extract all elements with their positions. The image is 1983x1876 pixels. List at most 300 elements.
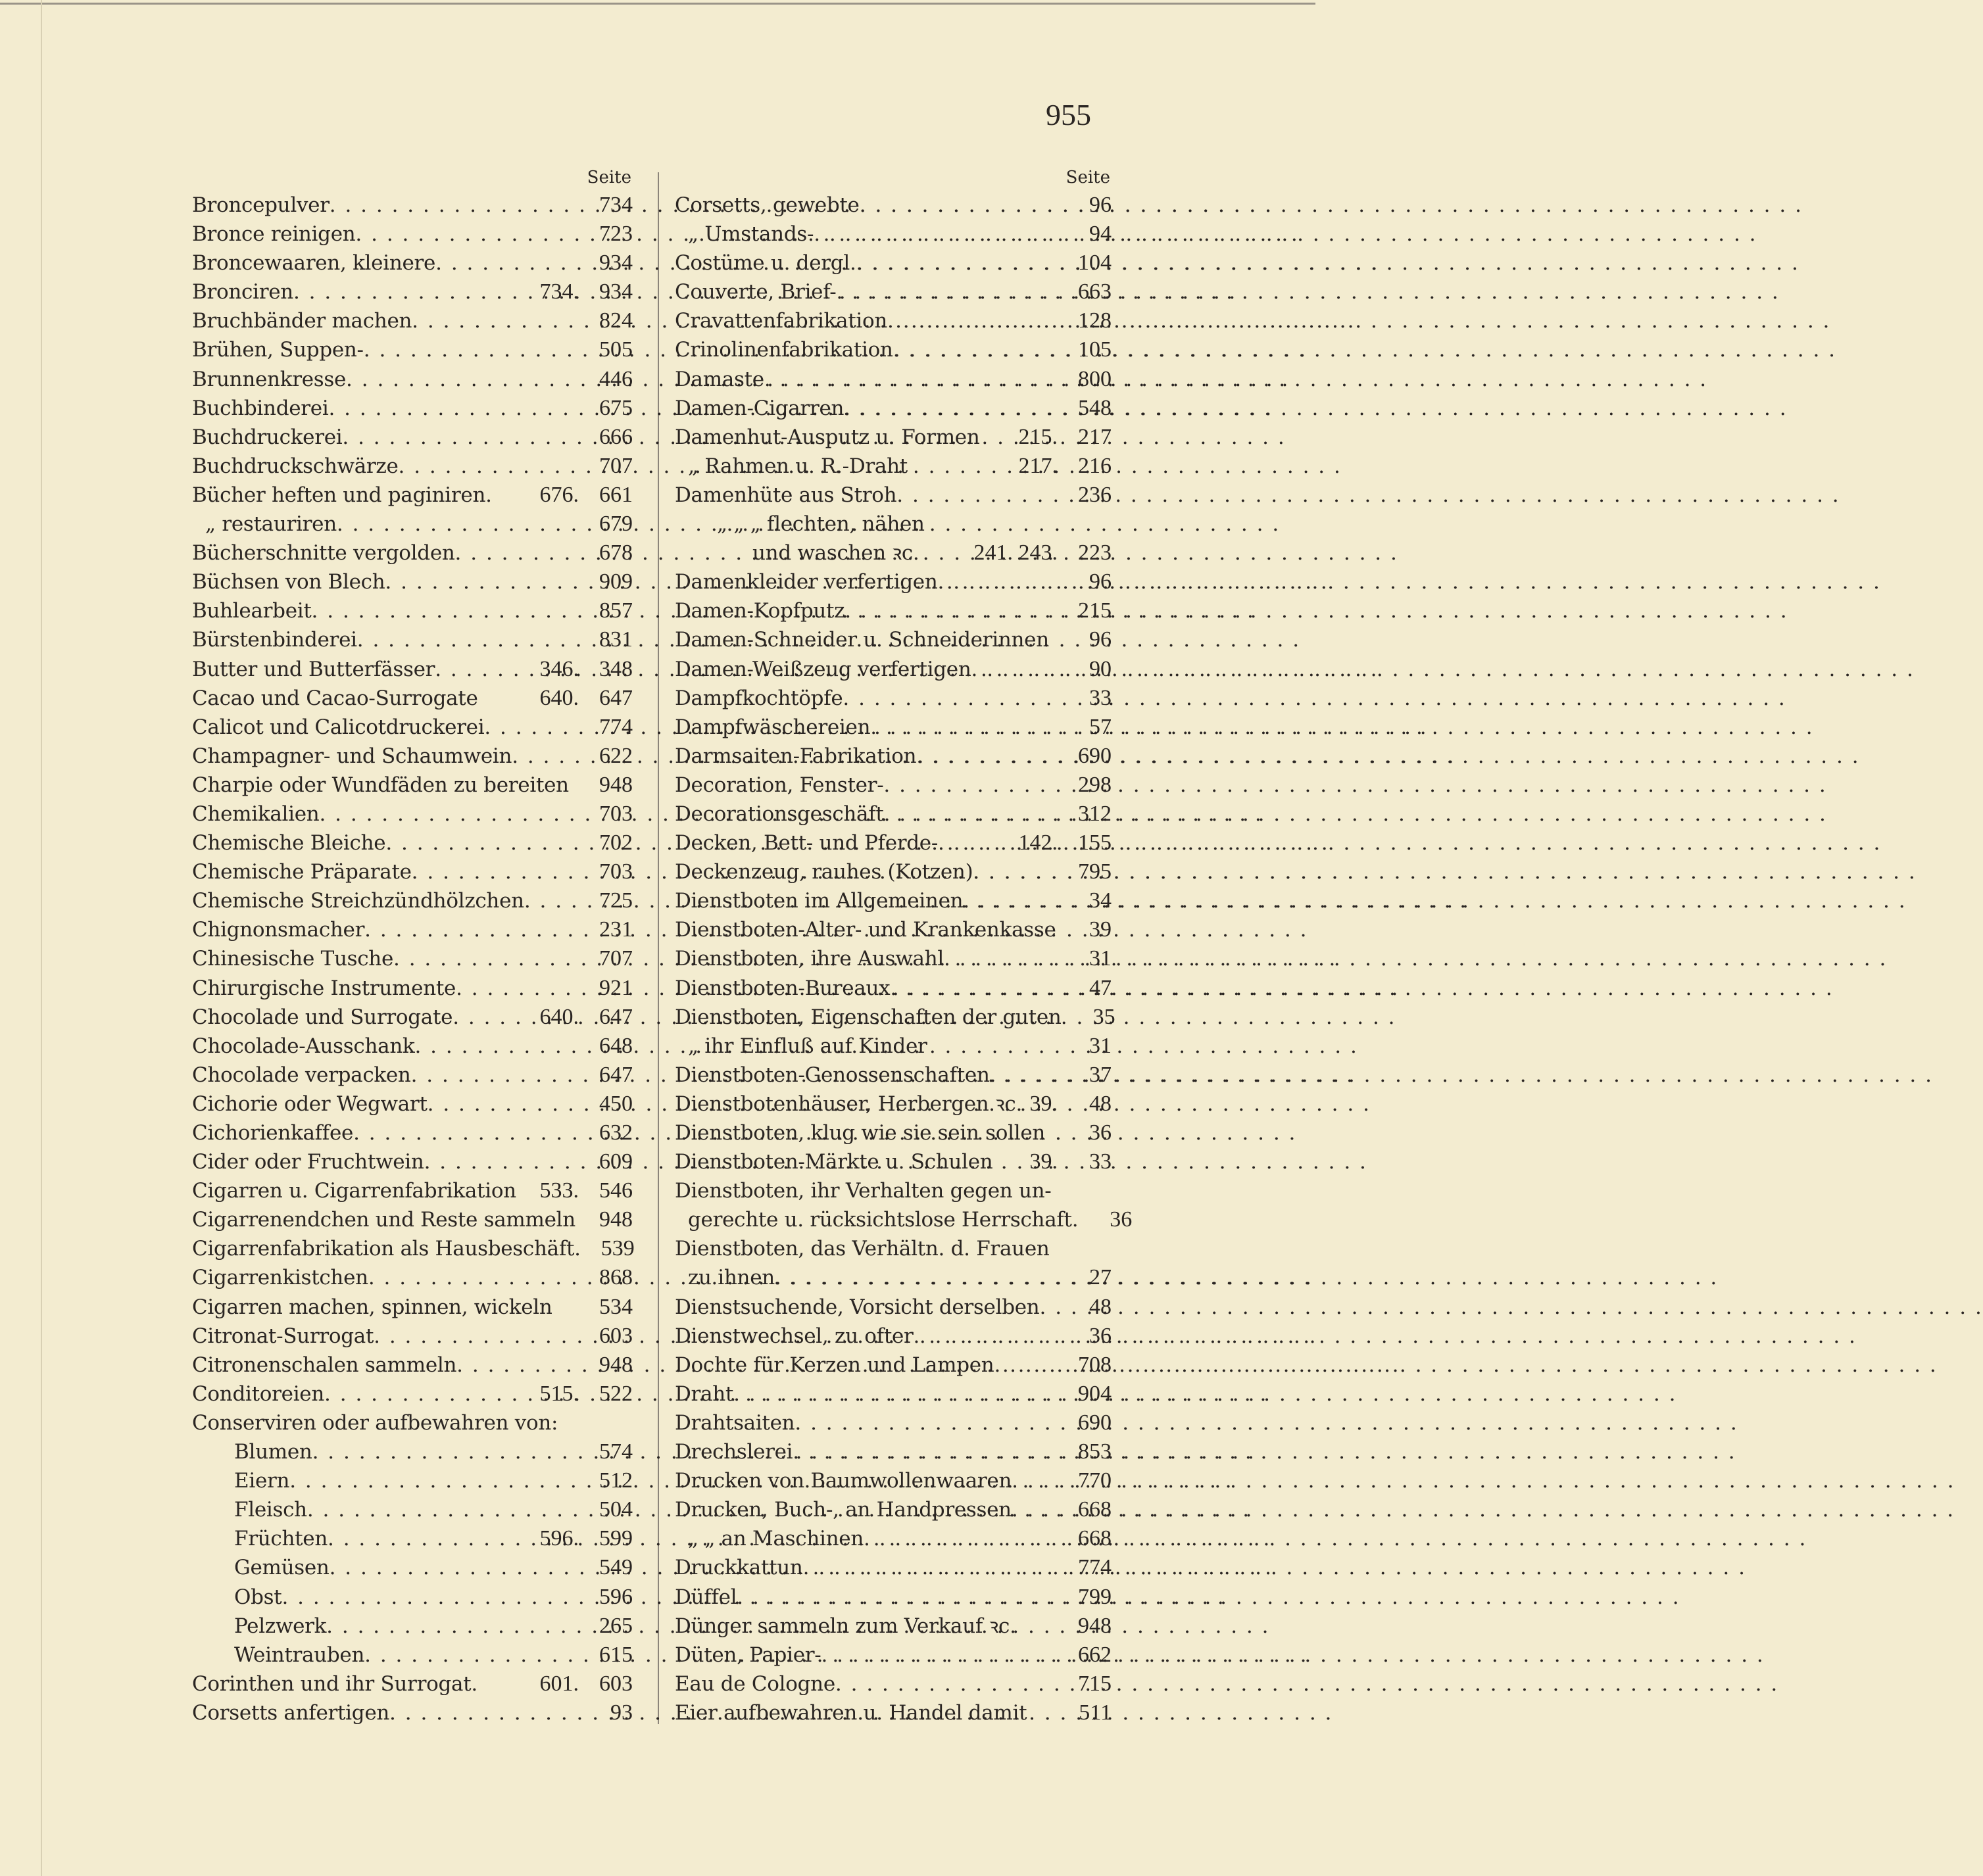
entry-label: Corsetts, gewebte — [675, 193, 860, 217]
entry-page-number: 33 — [1089, 685, 1112, 710]
entry-label: Cigarrenendchen und Reste sammeln — [192, 1208, 575, 1232]
index-entry — [675, 1351, 1112, 1380]
leader-dots — [319, 800, 579, 829]
entry-page-number: 93 — [610, 1700, 633, 1725]
entry-label: Cigarrenkistchen — [192, 1266, 368, 1290]
entry-label: Couverte, Brief- — [675, 280, 837, 304]
leader-dots — [389, 1698, 579, 1727]
index-entry — [675, 567, 1112, 596]
index-entry — [192, 423, 633, 452]
entry-label: Buchdruckerei — [192, 425, 343, 449]
entry-page-number: 725 — [599, 888, 633, 913]
entry-page-number: 774 — [599, 714, 633, 739]
leader-dots — [887, 306, 1058, 335]
index-entry — [675, 423, 1112, 452]
index-entry — [675, 1322, 1112, 1351]
leader-dots — [814, 220, 1058, 249]
entry-page-number: 47 — [1089, 975, 1112, 1000]
leader-dots — [412, 857, 579, 886]
entry-label: Weintrauben — [234, 1643, 365, 1667]
entry-label: Eau de Cologne — [675, 1672, 835, 1696]
entry-page-number: 90 — [1089, 656, 1112, 681]
entry-page-number: 155 — [1078, 830, 1112, 855]
leader-dots — [963, 886, 1058, 915]
entry-page-number: 715 — [1078, 1671, 1112, 1696]
index-entry — [675, 886, 1112, 915]
entry-page-number: 36 — [1089, 1120, 1112, 1145]
entry-label: Dienstboten, ihr Verhalten gegen un- — [675, 1179, 1052, 1203]
leader-dots — [282, 1583, 579, 1612]
leader-dots — [337, 510, 579, 539]
entry-page-number: 679 — [599, 512, 633, 537]
index-entry — [192, 220, 633, 249]
entry-label: Bronciren — [192, 280, 293, 304]
index-entry — [675, 1147, 1112, 1176]
entry-label: Cacao und Cacao-Surrogate — [192, 686, 478, 710]
entry-page-number: 39 — [1089, 917, 1112, 942]
entry-label: Corinthen und ihr Surrogat. — [192, 1672, 477, 1696]
entry-label: „ restauriren — [205, 512, 337, 537]
index-entry — [192, 365, 633, 394]
index-entry — [192, 596, 633, 625]
index-entry — [192, 1380, 633, 1408]
index-entry — [675, 1612, 1112, 1641]
index-entry — [675, 684, 1112, 713]
leader-dots — [764, 365, 1058, 394]
entry-page-number: 615 — [599, 1642, 633, 1667]
entry-page-number: 904 — [1078, 1381, 1112, 1406]
entry-page-number: 934 — [599, 279, 633, 304]
index-entry — [675, 1234, 1112, 1263]
leader-dots — [428, 1090, 579, 1118]
index-entry — [192, 306, 633, 335]
entry-page-number: 96 — [1089, 193, 1112, 217]
index-entry — [675, 249, 1112, 277]
entry-page-number: 505 — [599, 337, 633, 362]
index-entry — [675, 394, 1112, 423]
index-entry — [675, 1061, 1112, 1090]
entry-page-number: 690 — [1078, 743, 1112, 768]
index-entry — [675, 625, 1112, 654]
entry-label: Decoration, Fenster- — [675, 773, 884, 797]
leader-dots — [733, 1380, 1058, 1408]
index-entry — [675, 1495, 1112, 1524]
entry-label: Charpie oder Wundfäden zu bereiten — [192, 773, 569, 797]
leader-dots — [453, 1003, 535, 1032]
entry-label: Dienstboten-Bureaux — [675, 976, 891, 1000]
entry-label: Dienstboten, ihre Auswahl — [675, 947, 944, 971]
entry-label: Decorationsgeschäft — [675, 802, 884, 826]
index-entry — [192, 1351, 633, 1380]
entry-label: zu ihnen — [688, 1266, 775, 1290]
entry-page-number: 35 — [1092, 1004, 1115, 1029]
entry-label: Crinolinenfabrikation — [675, 338, 893, 362]
entry-label: Dampfkochtöpfe — [675, 686, 843, 710]
leader-dots — [793, 1437, 1058, 1466]
leader-dots — [424, 1147, 579, 1176]
entry-label: Eier aufbewahren u. Handel damit — [675, 1700, 1027, 1725]
entry-label: Costüme u. dergl. — [675, 251, 856, 276]
entry-label: Brunnenkresse — [192, 367, 347, 391]
entry-page-number: 647 — [599, 685, 633, 710]
entry-page-number: 675 — [599, 395, 633, 420]
leader-dots — [456, 974, 579, 1003]
entry-page-number: 27 — [1089, 1265, 1112, 1290]
leader-dots — [864, 1524, 1058, 1553]
page-number: 955 — [1046, 98, 1091, 132]
index-entry — [675, 1670, 1112, 1698]
index-entry — [675, 1118, 1112, 1147]
index-entry — [675, 1641, 1112, 1670]
index-entry — [675, 857, 1112, 886]
leader-dots — [399, 452, 579, 481]
entry-page-number: 534 — [599, 1294, 633, 1319]
entry-page-number: 707 — [599, 946, 633, 971]
entry-page-number: 512 — [599, 1468, 633, 1493]
page-binding-edge — [41, 0, 42, 1876]
index-entry — [675, 1205, 1133, 1234]
entry-page-number: 33 — [1089, 1149, 1112, 1174]
leader-dots — [357, 625, 579, 654]
entry-page-number: 666 — [599, 424, 633, 449]
leader-dots — [324, 1380, 535, 1408]
leader-dots — [890, 974, 1058, 1003]
entry-label: Cigarren machen, spinnen, wickeln — [192, 1295, 552, 1319]
entry-page-number: 647 — [599, 1004, 633, 1029]
entry-label: Damen-Weißzeug verfertigen — [675, 657, 971, 681]
entry-page-number: 96 — [1089, 627, 1112, 652]
entry-page-number: 105 — [1078, 337, 1112, 362]
entry-label: Chirurgische Instrumente — [192, 976, 456, 1000]
index-entry — [675, 742, 1112, 771]
entry-label: Düffel — [675, 1585, 737, 1609]
index-column-right — [675, 164, 1133, 1727]
entry-secondary-page: 734. — [539, 279, 579, 304]
index-entry — [192, 829, 633, 857]
index-entry — [192, 277, 633, 306]
entry-page-number: 774 — [1078, 1555, 1112, 1580]
index-entry — [192, 1147, 633, 1176]
leader-dots — [845, 596, 1058, 625]
entry-page-number: 609 — [599, 1149, 633, 1174]
index-entry — [675, 1408, 1112, 1437]
leader-dots — [944, 944, 1058, 973]
index-entry — [675, 829, 1112, 857]
entry-label: Obst — [234, 1585, 282, 1609]
leader-dots — [393, 944, 579, 973]
entry-label: Fleisch — [234, 1498, 307, 1522]
index-entry — [675, 1032, 1112, 1061]
index-entry — [192, 1322, 633, 1351]
entry-page-number: 647 — [599, 1062, 633, 1087]
entry-label: Chemische Bleiche — [192, 831, 386, 855]
entry-page-number: 265 — [599, 1613, 633, 1638]
entry-label: Chocolade und Surrogate — [192, 1005, 453, 1029]
entry-label: Buchdruckschwärze — [192, 454, 399, 478]
index-entry — [192, 567, 633, 596]
entry-label: Chemische Streichzündhölzchen — [192, 889, 524, 913]
page-top-edge — [0, 3, 1315, 5]
index-entry — [192, 539, 633, 567]
entry-label: Damenhut-Ausputz u. Formen — [675, 425, 980, 449]
entry-label: Cigarrenfabrikation als Hausbeschäft. — [192, 1237, 581, 1261]
entry-page-number: 236 — [1078, 482, 1112, 507]
index-entry — [192, 1553, 633, 1582]
leader-dots — [1039, 1293, 1058, 1322]
index-entry — [192, 1176, 633, 1205]
entry-page-number: 446 — [599, 366, 633, 391]
entry-page-number: 31 — [1089, 946, 1112, 971]
index-entry — [192, 1466, 633, 1495]
index-entry — [192, 481, 633, 510]
entry-label: Calicot und Calicotdruckerei — [192, 715, 485, 739]
entry-label: Chocolade-Ausschank — [192, 1034, 415, 1058]
leader-dots — [884, 800, 1058, 829]
entry-page-number: 868 — [599, 1265, 633, 1290]
entry-page-number: 703 — [599, 801, 633, 826]
column-header: Seite — [1065, 168, 1110, 187]
entry-page-number: 632 — [599, 1120, 633, 1145]
entry-label: Damenkleider verfertigen — [675, 570, 938, 594]
entry-label: Conserviren oder aufbewahren von: — [192, 1410, 558, 1435]
index-entry — [675, 1524, 1112, 1553]
index-entry — [192, 684, 633, 713]
entry-page-number: 668 — [1078, 1526, 1112, 1551]
entry-label: Drahtsaiten — [675, 1410, 795, 1435]
entry-label: Darmsaiten-Fabrikation — [675, 744, 917, 768]
leader-dots — [916, 742, 1058, 771]
entry-label: Dienstboten im Allgemeinen — [675, 889, 964, 913]
leader-dots — [328, 394, 579, 423]
index-entry — [675, 1003, 1115, 1032]
leader-dots — [455, 539, 579, 567]
entry-label: Damaste — [675, 367, 764, 391]
leader-dots — [364, 335, 579, 364]
entry-page-number: 690 — [1078, 1410, 1112, 1435]
leader-dots — [973, 857, 1058, 886]
leader-dots — [368, 1263, 579, 1292]
index-entry — [192, 915, 633, 944]
entry-page-number: 702 — [599, 830, 633, 855]
entry-label: Drucken, Buch-, an Handpressen — [675, 1498, 1012, 1522]
entry-page-number: 668 — [1078, 1497, 1112, 1522]
entry-page-number: 824 — [599, 308, 633, 333]
index-entry — [675, 1263, 1112, 1292]
column-header: Seite — [587, 168, 631, 187]
entry-label: Eiern — [234, 1469, 290, 1493]
entry-label: Bruchbänder machen — [192, 309, 412, 333]
entry-page-number: 596 — [599, 1584, 633, 1609]
entry-page-number: 603 — [599, 1323, 633, 1348]
index-entry — [192, 800, 633, 829]
index-entry — [675, 1553, 1112, 1582]
leader-dots — [364, 1641, 579, 1670]
index-entry — [192, 249, 633, 277]
leader-dots — [994, 1351, 1058, 1380]
index-entry — [192, 1583, 633, 1612]
index-entry — [192, 1612, 633, 1641]
entry-label: „ ihr Einfluß auf Kinder — [688, 1034, 927, 1058]
entry-secondary-page: 39. — [1029, 1091, 1058, 1116]
entry-label: Buchbinderei — [192, 396, 329, 420]
entry-label: „ Rahmen u. R.-Draht — [688, 454, 908, 478]
index-entry — [675, 1176, 1112, 1205]
entry-label: Dienstbotenhäuser, Herbergen ꝛc. — [675, 1092, 1023, 1116]
index-entry — [675, 713, 1112, 742]
index-entry — [675, 510, 1112, 539]
leader-dots — [775, 1263, 1058, 1292]
entry-page-number: 921 — [599, 975, 633, 1000]
index-entry — [675, 915, 1112, 944]
entry-page-number: 94 — [1089, 222, 1112, 247]
leader-dots — [870, 713, 1058, 742]
entry-page-number: 734 — [599, 193, 633, 217]
entry-page-number: 934 — [599, 251, 633, 276]
entry-label: Blumen — [234, 1440, 312, 1464]
entry-label: Cravattenfabrikation — [675, 309, 888, 333]
entry-page-number: 799 — [1078, 1584, 1112, 1609]
index-entry — [675, 1293, 1112, 1322]
entry-page-number: 450 — [599, 1091, 633, 1116]
leader-dots — [312, 596, 579, 625]
entry-page-number: 707 — [599, 453, 633, 478]
leader-dots — [364, 915, 579, 944]
leader-dots — [914, 1322, 1058, 1351]
entry-page-number: 312 — [1078, 801, 1112, 826]
entry-page-number: 800 — [1078, 366, 1112, 391]
leader-dots — [803, 1553, 1058, 1582]
leader-dots — [1012, 1466, 1058, 1495]
entry-label: Bücherschnitte vergolden — [192, 541, 455, 565]
entry-label: Pelzwerk — [234, 1614, 327, 1638]
entry-label: Broncepulver — [192, 193, 330, 217]
entry-secondary-page: 533. — [539, 1178, 579, 1203]
index-entry — [675, 1437, 1112, 1466]
entry-page-number: 853 — [1078, 1439, 1112, 1464]
leader-dots — [836, 277, 1058, 306]
entry-label: Cigarren u. Cigarrenfabrikation — [192, 1179, 516, 1203]
entry-label: Damen-Kopfputz — [675, 599, 845, 623]
index-entry — [675, 365, 1112, 394]
leader-dots — [1012, 1495, 1058, 1524]
entry-page-number: 539 — [600, 1236, 635, 1261]
entry-label: Draht — [675, 1382, 734, 1406]
index-entry — [192, 974, 633, 1003]
leader-dots — [524, 886, 579, 915]
leader-dots — [795, 1408, 1058, 1437]
entry-secondary-page: 596. — [539, 1526, 579, 1551]
entry-page-number: 57 — [1089, 714, 1112, 739]
entry-page-number: 217 — [1078, 424, 1112, 449]
index-entry — [675, 1698, 1112, 1727]
leader-dots — [289, 1466, 579, 1495]
entry-secondary-page: 515. — [539, 1381, 579, 1406]
entry-secondary-page: 142. — [1018, 830, 1058, 855]
entry-page-number: 104 — [1078, 251, 1112, 276]
index-entry — [192, 1061, 633, 1090]
entry-secondary-page: 215. — [1018, 424, 1058, 449]
leader-dots — [821, 1641, 1058, 1670]
index-entry — [192, 1234, 633, 1263]
entry-page-number: 37 — [1089, 1062, 1112, 1087]
index-entry — [675, 481, 1112, 510]
leader-dots — [326, 1612, 579, 1641]
entry-label: gerechte u. rücksichtslose Herrschaft. — [688, 1208, 1079, 1232]
entry-page-number: 549 — [599, 1555, 633, 1580]
entry-secondary-page: 39. — [1029, 1149, 1058, 1174]
entry-label: Druckkattun — [675, 1556, 803, 1580]
entry-page-number: 599 — [599, 1526, 633, 1551]
index-entry — [675, 1090, 1112, 1118]
entry-label: Bronce reinigen — [192, 222, 356, 247]
leader-dots — [971, 655, 1058, 684]
entry-label: Buhlearbeit — [192, 599, 312, 623]
index-entry — [192, 191, 633, 220]
index-entry — [192, 944, 633, 973]
leader-dots — [414, 1032, 579, 1061]
entry-label: Cichorie oder Wegwart — [192, 1092, 428, 1116]
leader-dots — [328, 1524, 536, 1553]
leader-dots — [893, 335, 1058, 364]
entry-page-number: 548 — [1078, 395, 1112, 420]
entry-page-number: 546 — [599, 1178, 633, 1203]
entry-label: Dienstwechsel, zu ofter — [675, 1324, 914, 1348]
entry-page-number: 223 — [1078, 541, 1112, 565]
leader-dots — [342, 423, 579, 452]
entry-label: Champagner- und Schaumwein — [192, 744, 512, 768]
entry-label: Dienstboten-Genossenschaften — [675, 1063, 990, 1087]
entry-label: Dienstboten, das Verhältn. d. Frauen — [675, 1237, 1050, 1261]
entry-page-number: 36 — [1110, 1207, 1133, 1232]
entry-label: Dünger sammeln zum Verkauf ꝛc. — [675, 1614, 1016, 1638]
leader-dots — [512, 742, 579, 771]
entry-secondary-page: 241. 243. — [973, 541, 1058, 565]
entry-label: Dienstboten-Alter- und Krankenkasse — [675, 918, 1056, 942]
entry-page-number: 648 — [599, 1033, 633, 1058]
index-entry — [192, 394, 633, 423]
entry-page-number: 948 — [599, 772, 633, 797]
index-entry — [192, 1003, 633, 1032]
entry-label: Decken, Bett- und Pferde- — [675, 831, 939, 855]
leader-dots — [938, 829, 1014, 857]
entry-page-number: 215 — [1078, 598, 1112, 623]
entry-page-number: 34 — [1089, 888, 1112, 913]
leader-dots — [412, 306, 579, 335]
index-entry — [192, 1118, 633, 1147]
index-entry — [675, 452, 1112, 481]
index-entry — [192, 1263, 633, 1292]
entry-page-number: 948 — [599, 1207, 633, 1232]
entry-page-number: 298 — [1078, 772, 1112, 797]
entry-label: Gemüsen — [234, 1556, 330, 1580]
index-entry — [675, 1380, 1112, 1408]
leader-dots — [435, 655, 535, 684]
leader-dots — [355, 220, 579, 249]
entry-label: Bücher heften und paginiren. — [192, 483, 492, 507]
index-entry — [675, 1466, 1112, 1495]
entry-page-number: 948 — [1078, 1613, 1112, 1638]
entry-label: Citronat-Surrogat — [192, 1324, 374, 1348]
entry-label: Brühen, Suppen- — [192, 338, 364, 362]
entry-page-number: 795 — [1078, 859, 1112, 884]
index-entry — [675, 277, 1112, 306]
index-entry — [192, 1698, 633, 1727]
entry-page-number: 603 — [599, 1671, 633, 1696]
leader-dots — [330, 191, 579, 220]
entry-page-number: 661 — [599, 482, 633, 507]
entry-label: Deckenzeug, rauhes (Kotzen) — [675, 860, 973, 884]
entry-label: Corsetts anfertigen — [192, 1700, 390, 1725]
